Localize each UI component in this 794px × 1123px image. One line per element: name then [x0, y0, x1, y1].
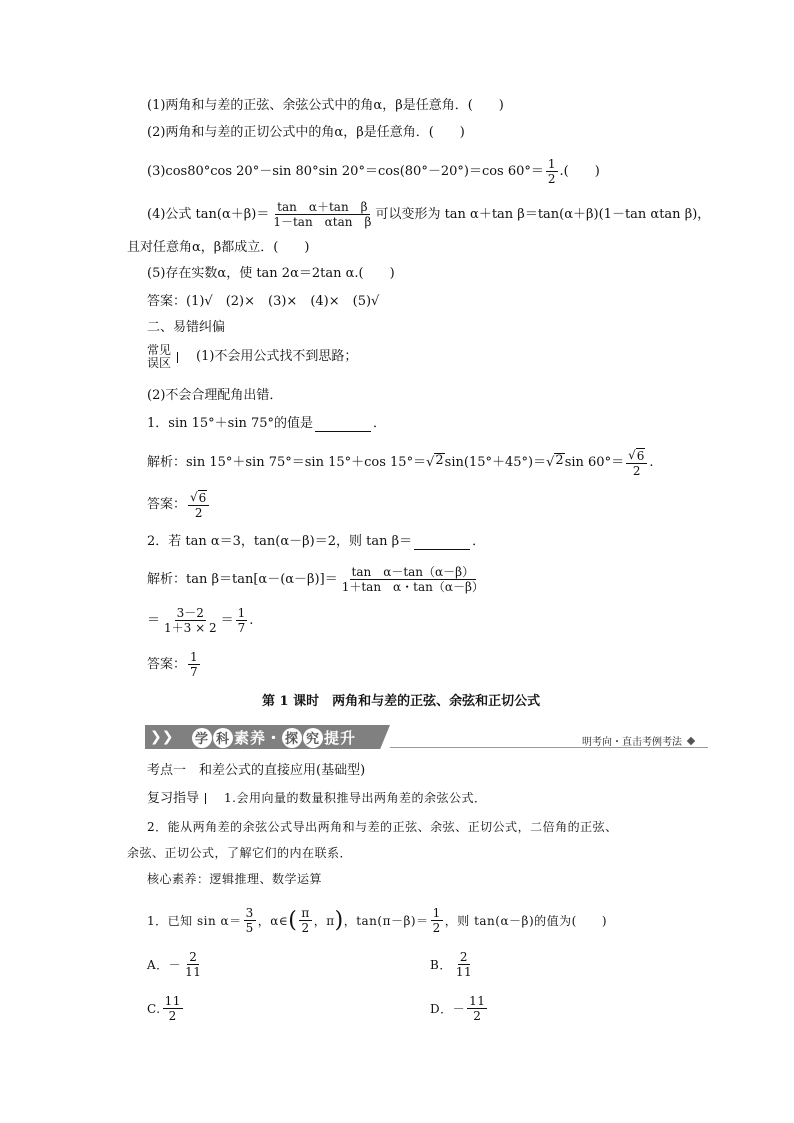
sqrt-2: √ 2	[426, 453, 444, 470]
tag-divider	[205, 793, 206, 804]
problem-2: 2．若 tan α＝3，tan(α－β)＝2，则 tan β＝ ．	[147, 534, 486, 549]
core-literacy: 核心素养：逻辑推理、数学运算	[147, 872, 323, 886]
answer-blank	[414, 535, 470, 550]
fraction: √ 6 2	[188, 490, 209, 520]
question-1: 1．已知 sin α＝ $\frac{3}{5}$ ，α∈ ( $\frac{\pi}{2}$ ，π ) ，tan(π－β)＝ $\frac{1}{2}$ ，则 tan(α－β)的值为( )	[147, 906, 608, 935]
tag-divider	[177, 352, 178, 363]
chevron-right-icon: ❯❯	[150, 729, 174, 745]
problem-1: 1．sin 15°＋sin 75°的值是 ．	[147, 416, 387, 431]
fraction: $\frac{2}{11}$	[185, 950, 202, 979]
option-a[interactable]: A．－ $\frac{2}{11}$	[147, 950, 202, 979]
kaodian-title: 考点一 和差公式的直接应用(基础型)	[147, 763, 366, 778]
fraction: $\frac{1}{7}$	[190, 650, 198, 679]
problem-2-solution: 解析：tan β＝tan[α－(α－β)]＝ $\frac{\text{tan α－tan（α－β）}}{\text{1＋tan α・tan（α－β）}}$	[147, 565, 484, 594]
fraction: √ 6 2	[626, 448, 647, 478]
judge-answer: 答案：(1)√ (2)× (3)× (4)× (5)√	[147, 294, 380, 309]
fraction: $\frac{11}{2}$	[164, 994, 181, 1023]
sqrt-2: √ 2	[546, 453, 564, 470]
fraction: $\frac{3}{5}$	[245, 906, 254, 935]
judge-item-4-cont: 且对任意角α，β都成立．( )	[127, 240, 310, 255]
problem-2-solution-cont: ＝ $\frac{3-2}{1+3 \times 2}$ ＝ $\frac{1}{7}$ .	[147, 606, 254, 635]
lesson-title: 第 1 课时 两角和与差的正弦、余弦和正切公式	[262, 694, 541, 709]
option-b[interactable]: B． $\frac{2}{11}$	[430, 950, 473, 979]
banner-subtitle: 明考向・直击考例考法	[582, 733, 694, 748]
mistake-2: (2)不会合理配角出错．	[147, 388, 283, 403]
option-d[interactable]: D．－ $\frac{11}{2}$	[430, 994, 486, 1023]
fraction: $\frac{1}{7}$	[237, 606, 246, 635]
problem-2-answer: 答案： $\frac{1}{7}$	[147, 650, 198, 679]
fraction: $\frac{3-2}{1+3 \times 2}$	[164, 606, 217, 635]
answer-blank	[315, 417, 371, 432]
tan-sum-fraction: $\frac{\text{tan α＋tan β}}{\text{1－tan αtan β}}$	[273, 200, 372, 229]
judge-item-3: (3)cos80°cos 20°－sin 80°sin 20°＝cos(80°－20°)＝cos 60°＝ $\frac{1}{2}$ .( )	[147, 157, 600, 186]
fraction: $\frac{\text{tan α－tan（α－β）}}{\text{1＋tan α・tan（α－β）}}$	[341, 565, 484, 594]
banner-title: 学 科 素养・ 探 究 提升	[192, 727, 356, 748]
fraction: $\frac{1}{2}$	[547, 157, 556, 186]
guide-2-cont: 余弦、正切公式，了解它们的内在联系．	[127, 846, 353, 860]
fraction: $\frac{1}{2}$	[432, 906, 441, 935]
problem-1-answer: 答案： √ 6 2	[147, 490, 211, 520]
mistake-list: 常见 误区 (1)不会用公式找不到思路；	[147, 343, 358, 370]
guide-2: 2．能从两角差的余弦公式导出两角和与差的正弦、余弦、正切公式，二倍角的正弦、	[147, 820, 618, 834]
fraction: $\frac{2}{11}$	[455, 950, 473, 979]
review-guide: 复习指导 1.会用向量的数量积推导出两角差的余弦公式．	[147, 790, 487, 806]
judge-item-1: (1)两角和与差的正弦、余弦公式中的角α，β是任意角．( )	[147, 98, 504, 113]
section-heading: 二、易错纠偏	[147, 320, 226, 335]
judge-item-2: (2)两角和与差的正切公式中的角α，β是任意角．( )	[147, 125, 465, 140]
option-c[interactable]: C. $\frac{11}{2}$	[147, 994, 181, 1023]
problem-1-solution: 解析：sin 15°＋sin 75°＝sin 15°＋cos 15°＝ √ 2 sin(15°＋45°)＝ √ 2 sin 60°＝ √ 6 2 .	[147, 448, 654, 478]
diamond-icon	[687, 736, 695, 744]
judge-item-4: (4)公式 tan(α＋β)＝ $\frac{\text{tan α＋tan β}}{\text{1－tan αtan β}}$ 可以变形为 tan α＋tan β＝tan(α＋β)(1－tan αtan β)，	[147, 200, 711, 229]
common-mistake-tag: 常见 误区	[147, 343, 172, 370]
judge-item-5: (5)存在实数α，使 tan 2α＝2tan α.( )	[147, 266, 395, 281]
fraction: $\frac{11}{2}$	[469, 994, 486, 1023]
fraction: $\frac{\pi}{2}$	[301, 906, 310, 935]
